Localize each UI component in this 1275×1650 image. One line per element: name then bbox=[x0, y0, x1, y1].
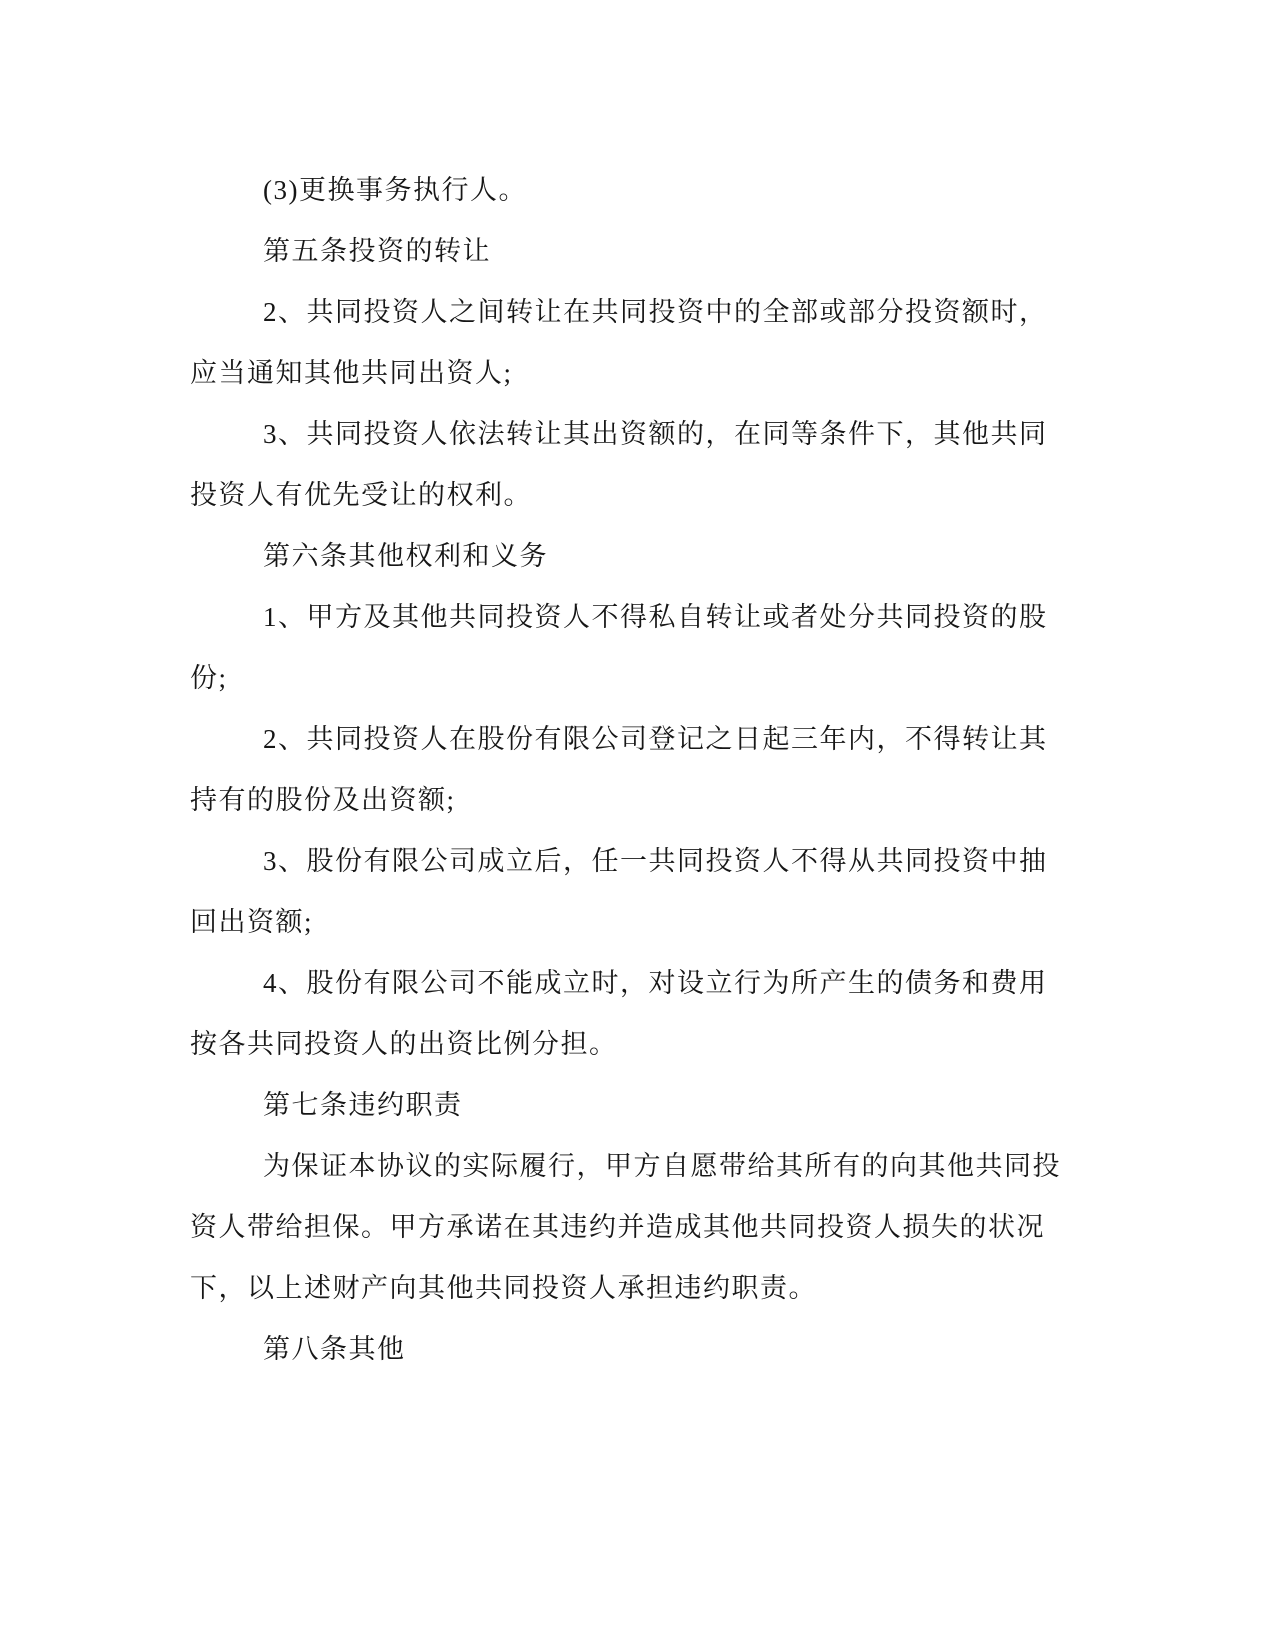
text-line: 下，以上述财产向其他共同投资人承担违约职责。 bbox=[190, 1273, 817, 1303]
text-line: 第八条其他 bbox=[263, 1334, 406, 1364]
text-line: 按各共同投资人的出资比例分担。 bbox=[190, 1029, 618, 1059]
text-line: 第七条违约职责 bbox=[263, 1090, 463, 1120]
text-line: 应当通知其他共同出资人; bbox=[190, 358, 513, 388]
text-line: (3)更换事务执行人。 bbox=[263, 175, 527, 205]
text-line: 1、甲方及其他共同投资人不得私自转让或者处分共同投资的股 bbox=[263, 602, 1048, 632]
text-line: 回出资额; bbox=[190, 907, 314, 937]
text-line: 为保证本协议的实际履行，甲方自愿带给其所有的向其他共同投 bbox=[263, 1151, 1061, 1181]
text-line: 资人带给担保。甲方承诺在其违约并造成其他共同投资人损失的状况 bbox=[190, 1212, 1045, 1242]
text-line: 4、股份有限公司不能成立时，对设立行为所产生的债务和费用 bbox=[263, 968, 1048, 998]
text-line: 3、共同投资人依法转让其出资额的，在同等条件下，其他共同 bbox=[263, 419, 1048, 449]
text-line: 2、共同投资人之间转让在共同投资中的全部或部分投资额时， bbox=[263, 297, 1048, 327]
document-text-block bbox=[190, 160, 1090, 1380]
text-line: 第六条其他权利和义务 bbox=[263, 541, 548, 571]
text-line: 投资人有优先受让的权利。 bbox=[190, 480, 532, 510]
text-line: 持有的股份及出资额; bbox=[190, 785, 456, 815]
text-line: 份; bbox=[190, 663, 228, 693]
text-line: 2、共同投资人在股份有限公司登记之日起三年内，不得转让其 bbox=[263, 724, 1048, 754]
text-line: 第五条投资的转让 bbox=[263, 236, 491, 266]
text-line: 3、股份有限公司成立后，任一共同投资人不得从共同投资中抽 bbox=[263, 846, 1048, 876]
